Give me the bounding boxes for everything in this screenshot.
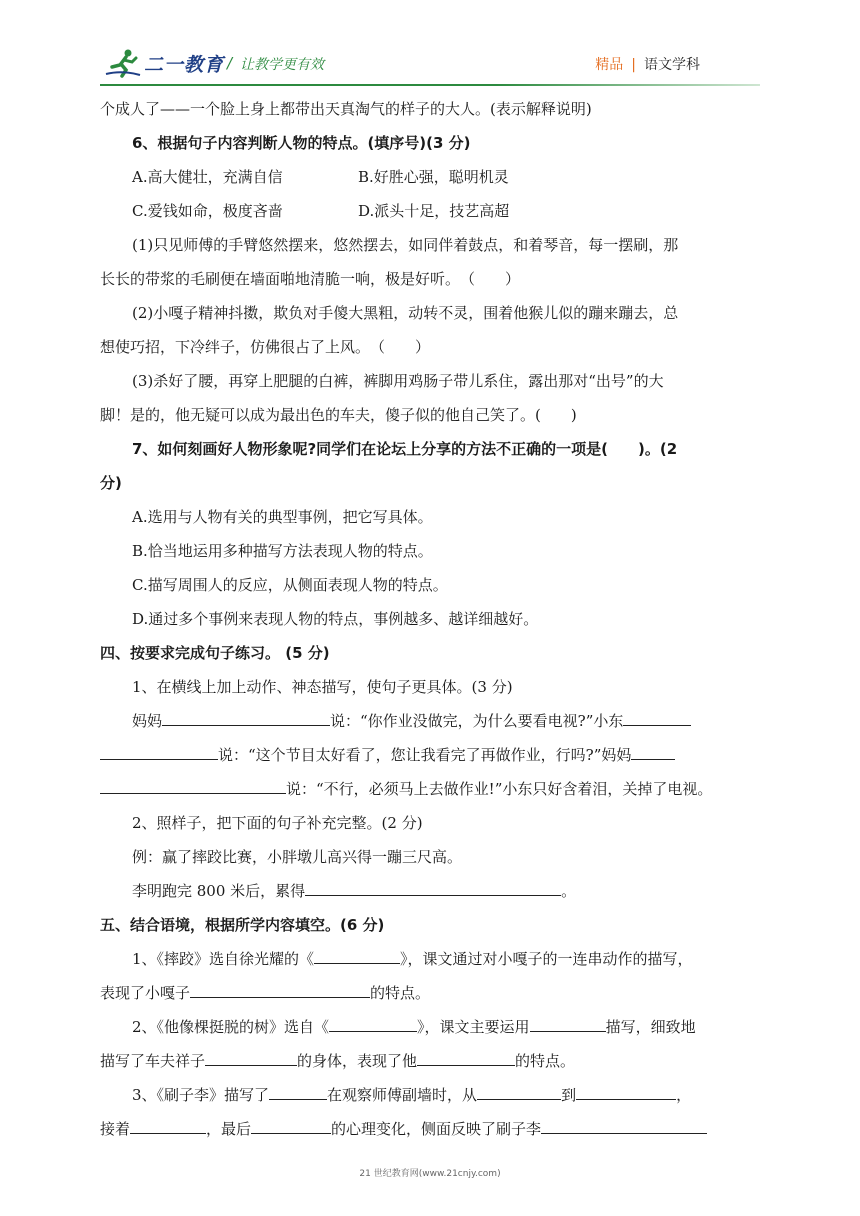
slogan: 让教学更有效 — [240, 57, 324, 73]
text-line: 1、在横线上加上动作、神态描写，使句子更具体。(3 分) — [132, 678, 513, 696]
text-line: (3)杀好了腰，再穿上肥腿的白裤，裤脚用鸡肠子带儿系住，露出那对“出号”的大 — [132, 372, 664, 390]
answer-blank[interactable] — [305, 877, 561, 896]
answer-blank[interactable] — [205, 1047, 297, 1066]
text-line: (2)小嘎子精神抖擞，欺负对手傻大黑粗，动转不灵，围着他猴儿似的蹦来蹦去，总 — [132, 304, 679, 322]
option-b: B.好胜心强，聪明机灵 — [358, 168, 509, 186]
option-row — [100, 160, 764, 194]
header-rule — [100, 84, 760, 86]
text-span: 1、《摔跤》选自徐光耀的《 — [132, 950, 315, 968]
text-line: 分) — [100, 474, 122, 492]
question-7: 7、如何刻画好人物形象呢?同学们在论坛上分享的方法不正确的一项是( )。(2 — [132, 440, 678, 458]
option-b: B.恰当地运用多种描写方法表现人物的特点。 — [132, 542, 433, 560]
text-line: (1)只见师傅的手臂悠然摆来，悠然摆去，如同伴着鼓点，和着琴音，每一摆刷，那 — [132, 236, 679, 254]
page-header — [100, 42, 760, 86]
section-4-heading: 四、按要求完成句子练习。 (5 分) — [100, 644, 330, 662]
fill-line — [100, 942, 764, 976]
text-span: 说：“你作业没做完，为什么要看电视?”小东 — [330, 712, 624, 730]
option-a: A.高大健壮，充满自信 — [132, 168, 283, 186]
text-span: 的身体，表现了他 — [297, 1052, 418, 1070]
answer-blank[interactable] — [541, 1115, 707, 1134]
text-span: 。 — [561, 882, 577, 900]
text-span: 表现了小嘎子 — [100, 984, 191, 1002]
text-line: 想使巧招，下冷绊子，仿佛很占了上风。 （ ） — [100, 338, 431, 356]
text-line: 2、照样子，把下面的句子补充完整。(2 分) — [132, 814, 423, 832]
fill-line — [100, 1112, 764, 1146]
answer-blank[interactable] — [100, 741, 218, 760]
runner-logo-icon — [104, 48, 144, 78]
text-span: ，最后 — [206, 1120, 252, 1138]
fill-line — [100, 976, 764, 1010]
text-line: 脚！是的，他无疑可以成为最出色的车夫，傻子似的他自己笑了。( ) — [100, 406, 577, 424]
header-premium: 精品 — [595, 57, 624, 73]
section-5-heading: 五、结合语境，根据所学内容填空。(6 分) — [100, 916, 385, 934]
text-line: 长长的带浆的毛刷便在墙面啪地清脆一响，极是好听。 （ ） — [100, 270, 521, 288]
option-a: A.选用与人物有关的典型事例，把它写具体。 — [132, 508, 433, 526]
answer-blank[interactable] — [329, 1013, 417, 1032]
header-subject — [595, 54, 700, 74]
text-span: ， — [676, 1086, 692, 1104]
logo — [104, 48, 244, 78]
answer-blank[interactable] — [251, 1115, 331, 1134]
question-6: 6、根据句子内容判断人物的特点。(填序号)(3 分) — [132, 134, 471, 152]
option-c: C.爱钱如命，极度吝啬 — [132, 202, 283, 220]
text-span: 说：“这个节目太好看了，您让我看完了再做作业，行吗?”妈妈 — [218, 746, 632, 764]
text-span: 到 — [561, 1086, 577, 1104]
text-span: 》，课文主要运用 — [417, 1018, 530, 1036]
text-span: 描写了车夫祥子 — [100, 1052, 206, 1070]
answer-blank[interactable] — [477, 1081, 561, 1100]
answer-blank[interactable] — [623, 707, 691, 726]
option-c: C.描写周围人的反应，从侧面表现人物的特点。 — [132, 576, 448, 594]
logo-text: 二一教育 — [144, 54, 225, 76]
fill-line — [100, 704, 764, 738]
page-footer: 21 世纪教育网(www.21cnjy.com) — [359, 1169, 501, 1179]
slogan-separator: / — [227, 54, 233, 72]
text-span: 李明跑完 800 米后，累得 — [132, 882, 306, 900]
header-divider: | — [631, 57, 636, 73]
answer-blank[interactable] — [130, 1115, 206, 1134]
text-span: 2、《他像棵挺脱的树》选自《 — [132, 1018, 330, 1036]
text-span: 》，课文通过对小嘎子的一连串动作的描写， — [400, 950, 693, 968]
text-span: 3、《刷子李》描写了 — [132, 1086, 270, 1104]
answer-blank[interactable] — [417, 1047, 515, 1066]
answer-blank[interactable] — [190, 979, 370, 998]
answer-blank[interactable] — [576, 1081, 676, 1100]
answer-blank[interactable] — [530, 1013, 606, 1032]
text-span: 描写，细致地 — [605, 1018, 696, 1036]
fill-line — [100, 1044, 764, 1078]
option-row — [100, 194, 764, 228]
text-span: 妈妈 — [132, 712, 163, 730]
fill-line — [100, 772, 764, 806]
text-span: 的特点。 — [515, 1052, 576, 1070]
fill-line — [100, 874, 764, 908]
text-span: 的特点。 — [370, 984, 431, 1002]
text-span: 接着 — [100, 1120, 131, 1138]
option-d: D.派头十足，技艺高超 — [358, 202, 510, 220]
text-span: 的心理变化，侧面反映了刷子李 — [331, 1120, 542, 1138]
fill-line — [100, 1078, 764, 1112]
example-line: 例：赢了摔跤比赛，小胖墩儿高兴得一蹦三尺高。 — [132, 848, 463, 866]
text-span: 在观察师傅副墙时，从 — [327, 1086, 478, 1104]
document-body — [100, 92, 764, 1146]
answer-blank[interactable] — [631, 741, 675, 760]
fill-line — [100, 1010, 764, 1044]
option-d: D.通过多个事例来表现人物的特点，事例越多、越详细越好。 — [132, 610, 539, 628]
answer-blank[interactable] — [162, 707, 330, 726]
fill-line — [100, 738, 764, 772]
header-subject-name: 语文学科 — [644, 57, 700, 73]
answer-blank[interactable] — [100, 775, 286, 794]
text-span: 说：“不行，必须马上去做作业!”小东只好含着泪，关掉了电视。 — [286, 780, 713, 798]
answer-blank[interactable] — [314, 945, 400, 964]
answer-blank[interactable] — [269, 1081, 327, 1100]
text-line: 个成人了——一个脸上身上都带出天真淘气的样子的大人。(表示解释说明) — [100, 100, 592, 118]
